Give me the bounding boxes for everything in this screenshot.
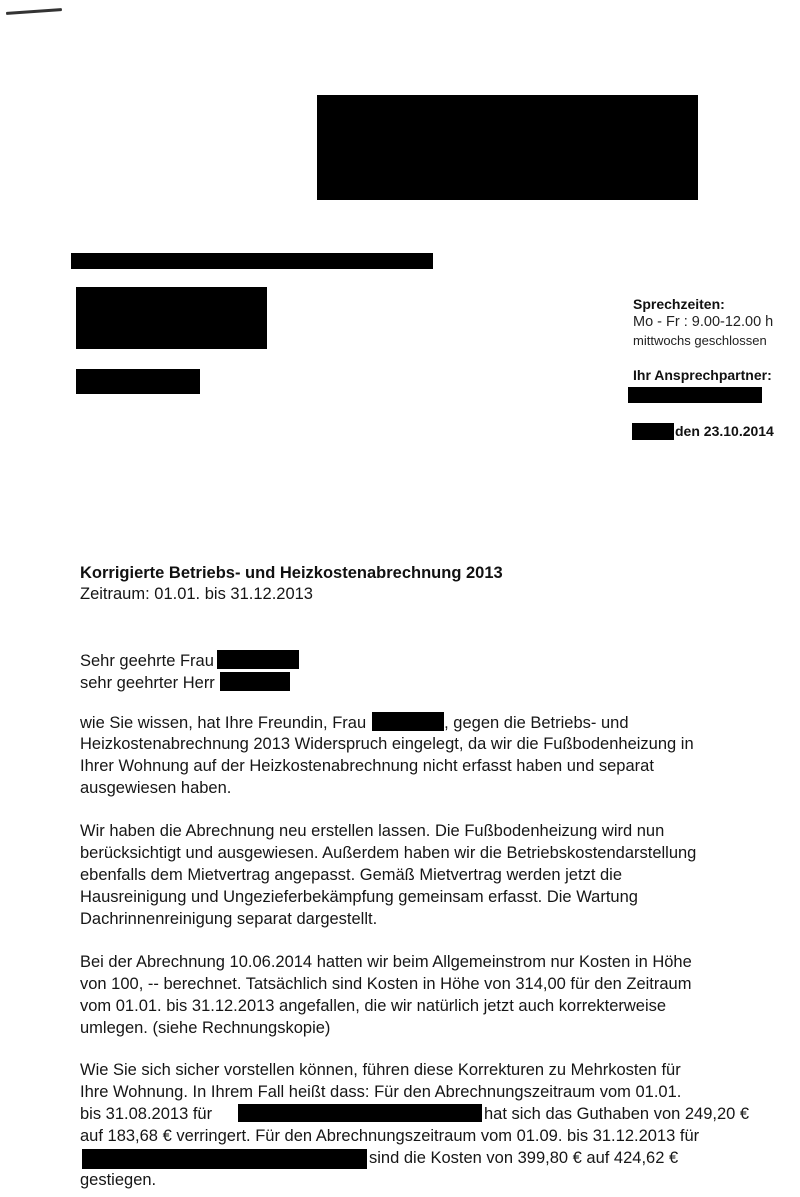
redacted-name-frau (217, 650, 299, 669)
paragraph1-line-2: Heizkostenabrechnung 2013 Widerspruch eingelegt, da wir die Fußbodenheizung in (80, 735, 694, 753)
paragraph1-line-4: ausgewiesen haben. (80, 779, 232, 797)
paragraph3-line-1: Bei der Abrechnung 10.06.2014 hatten wir beim Allgemeinstrom nur Kosten in Höhe (80, 953, 692, 971)
salutation-line-1 (80, 650, 299, 673)
letter-date: den 23.10.2014 (675, 423, 774, 439)
paragraph4-line-4: auf 183,68 € verringert. Für den Abrechnungszeitraum vom 01.09. bis 31.12.2013 für (80, 1127, 700, 1145)
paragraph1-line-3: Ihrer Wohnung auf der Heizkostenabrechnung nicht erfasst haben und separat (80, 757, 654, 775)
paragraph1-text-a: wie Sie wissen, hat Ihre Freundin, Frau (80, 714, 367, 732)
paragraph4-line-5-end: sind die Kosten von 399,80 € auf 424,62 € (369, 1149, 679, 1167)
redacted-recipient-address (76, 287, 267, 349)
paragraph2-line-3: ebenfalls dem Mietvertrag angepasst. Gemäß Mietvertrag werden jetzt die (80, 866, 623, 884)
paragraph4-line-2: Ihre Wohnung. In Ihrem Fall heißt dass: Für den Abrechnungszeitraum vom 01.01. (80, 1083, 682, 1101)
office-hours-weekdays: Mo - Fr : 9.00-12.00 h (633, 314, 774, 330)
salutation-herr: sehr geehrter Herr (80, 674, 215, 692)
redacted-place (632, 423, 674, 440)
office-hours-heading: Sprechzeiten: (633, 296, 725, 312)
paragraph3-line-2: von 100, -- berechnet. Tatsächlich sind Kosten in Höhe von 314,00 für den Zeitraum (80, 975, 692, 993)
salutation-frau: Sehr geehrte Frau (80, 652, 214, 670)
redacted-letterhead (317, 95, 698, 200)
paragraph2-line-4: Hausreinigung und Ungezieferbekämpfung gemeinsam erfasst. Die Wartung (80, 888, 638, 906)
redacted-contact-name (628, 387, 762, 403)
paragraph1-text-b: , gegen die Betriebs- und (444, 714, 629, 732)
paragraph3-line-4: umlegen. (siehe Rechnungskopie) (80, 1019, 331, 1037)
paragraph2-line-2: berücksichtigt und ausgewiesen. Außerdem haben wir die Betriebskostendarstellung (80, 844, 697, 862)
salutation-line-2 (80, 672, 290, 695)
paragraph3-line-3: vom 01.01. bis 31.12.2013 angefallen, die wir natürlich jetzt auch korrekterweise (80, 997, 667, 1015)
scan-artifact-mark (6, 8, 62, 15)
redacted-name-herr (220, 672, 290, 691)
paragraph2-line-5: Dachrinnenreinigung separat dargestellt. (80, 910, 378, 928)
redacted-sender-line (71, 253, 433, 269)
redacted-property-2 (82, 1149, 367, 1169)
redacted-name-friend (372, 712, 444, 731)
redacted-property-1 (238, 1104, 482, 1122)
paragraph4-line-3-end: hat sich das Guthaben von 249,20 € (484, 1105, 750, 1123)
paragraph4-line-1: Wie Sie sich sicher vorstellen können, führen diese Korrekturen zu Mehrkosten für (80, 1061, 681, 1079)
paragraph4-line-6: gestiegen. (80, 1171, 157, 1189)
subject-period: Zeitraum: 01.01. bis 31.12.2013 (80, 585, 313, 603)
paragraph4-line-3 (80, 1104, 212, 1126)
contact-heading: Ihr Ansprechpartner: (633, 367, 772, 383)
paragraph1-line-1 (80, 712, 629, 735)
subject-title: Korrigierte Betriebs- und Heizkostenabrechnung 2013 (80, 564, 503, 582)
paragraph2-line-1: Wir haben die Abrechnung neu erstellen lassen. Die Fußbodenheizung wird nun (80, 822, 665, 840)
paragraph4-text-a: bis 31.08.2013 für (80, 1105, 213, 1123)
redacted-recipient-city (76, 369, 200, 394)
office-hours-note: mittwochs geschlossen (633, 333, 767, 348)
